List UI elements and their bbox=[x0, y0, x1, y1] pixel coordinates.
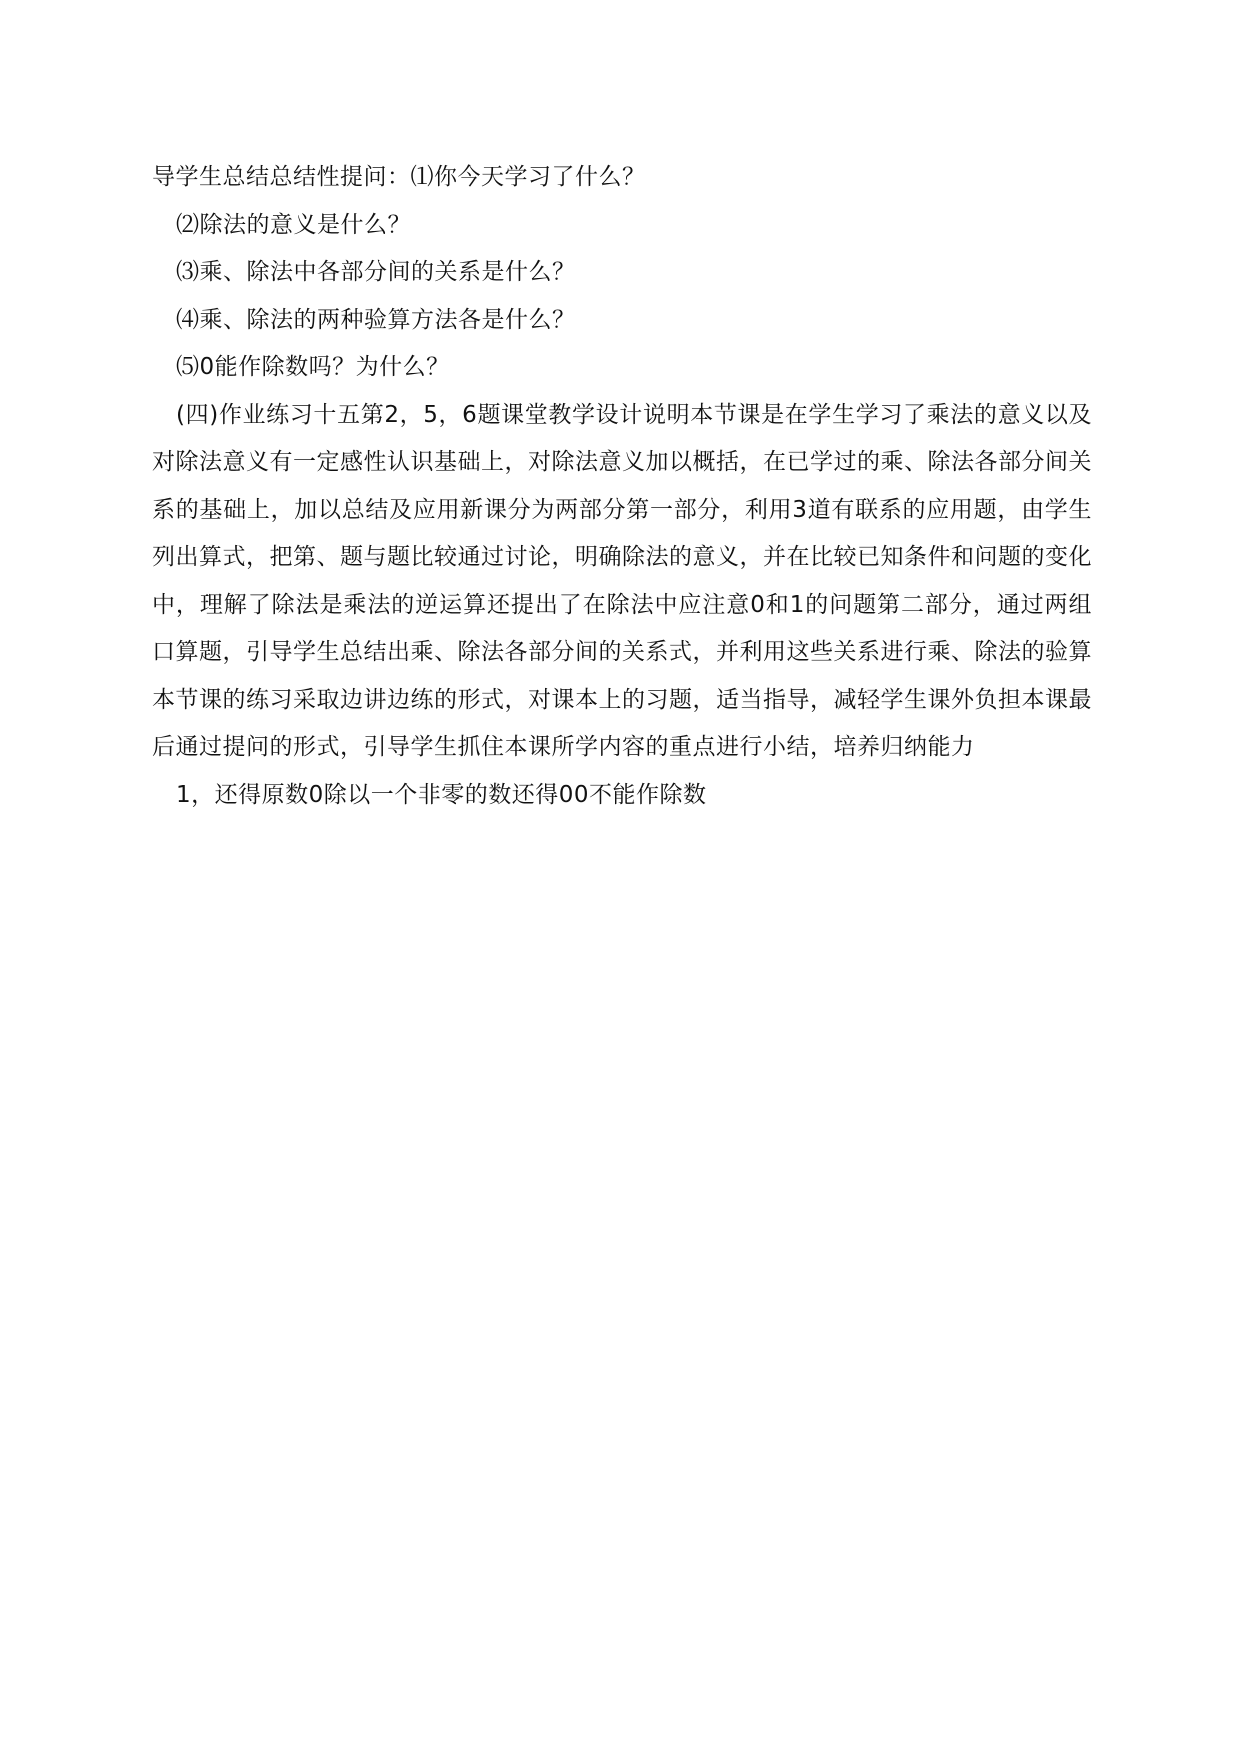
closing-note: 1，还得原数0除以一个非零的数还得00不能作除数 bbox=[176, 781, 707, 808]
summary-question-5: ⑸0能作除数吗？为什么？ bbox=[176, 354, 450, 380]
design-description-paragraph: (四)作业练习十五第2，5，6题课堂教学设计说明本节课是在学生学习了乘法的意义以及对除法意义有一定感性认识基础上，对除法意义加以概括，在已学过的乘、除法各部分间关系的基础上，加以总结及应用新课分为两部分第一部分，利用3道有联系的应用题，由学生列出算式，把第、题与题比较通过讨论，明确除法的意义，并在比较已知条件和问题的变化中，理解了除法是乘法的逆运算还提出了在除法中应注意0和1的问题第二部分，通过两组口算题，引导学生总结出乘、除法各部分间的关系式，并利用这些关系进行乘、除法的验算本节课的练习采取边讲边练的形式，对课本上的习题，适当指导，减轻学生课外负担本课最后通过提问的形式，引导学生抓住本课所学内容的重点进行小结，培养归纳能力 bbox=[152, 401, 1092, 760]
summary-question-2: ⑵除法的意义是什么？ bbox=[176, 211, 411, 238]
document-body bbox=[152, 154, 1092, 819]
summary-question-intro: 导学生总结总结性提问：⑴你今天学习了什么？ bbox=[152, 164, 646, 190]
summary-question-4: ⑷乘、除法的两种验算方法各是什么？ bbox=[176, 306, 576, 333]
summary-question-3: ⑶乘、除法中各部分间的关系是什么？ bbox=[176, 259, 576, 285]
